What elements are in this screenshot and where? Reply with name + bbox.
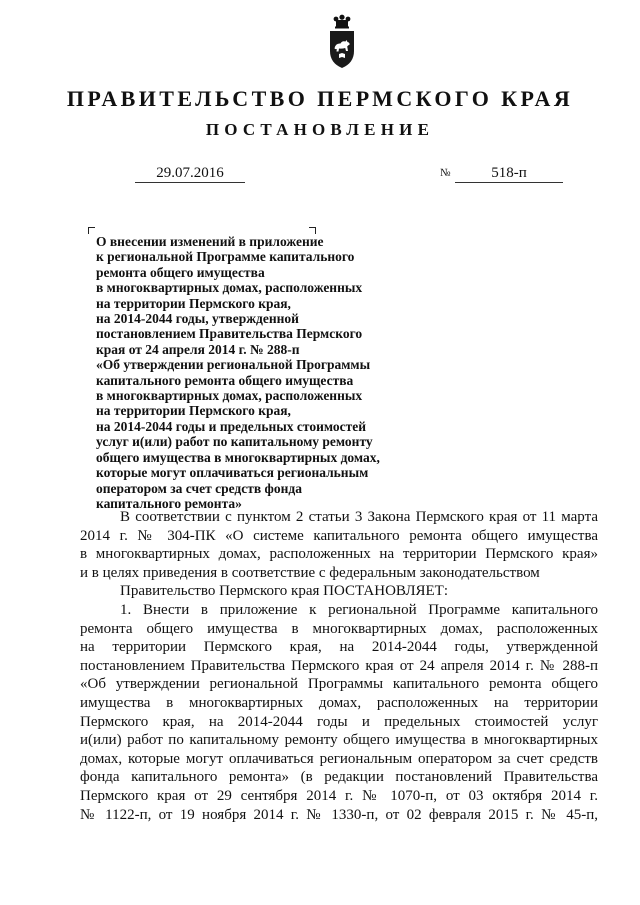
subject-line: края от 24 апреля 2014 г. № 288-п xyxy=(96,341,300,357)
number-sign: № xyxy=(440,167,451,179)
body-line: Правительство Пермского края ПОСТАНОВЛЯЕТ: xyxy=(120,583,449,600)
body-line: и(или) работ по капитальному ремонту общего имущества в многоквартирных xyxy=(80,732,598,749)
body-line: 1. Внести в приложение к региональной Программе капитального xyxy=(120,601,598,618)
subject-line: на территории Пермского края, xyxy=(96,403,291,419)
subject-line: услуг и(или) работ по капитальному ремонту xyxy=(96,434,373,450)
body-line: постановлением Правительства Пермского края от 24 апреля 2014 г. № 288-п xyxy=(80,657,598,674)
subject-line: в многоквартирных домах, расположенных xyxy=(96,280,363,296)
preamble-paragraph xyxy=(80,508,598,582)
document-date: 29.07.2016 xyxy=(135,164,245,183)
document-type: ПОСТАНОВЛЕНИЕ xyxy=(205,120,435,139)
resolution-paragraph xyxy=(80,582,598,601)
body-line: ремонта общего имущества в многоквартирных домах, расположенных xyxy=(80,620,598,637)
body-line: Пермского края, на 2014-2044 годы и предельных стоимостей услуг xyxy=(80,713,598,730)
coat-of-arms-icon xyxy=(327,14,357,70)
document-number: 518-п xyxy=(455,164,563,183)
subject-line: постановлением Правительства Пермского xyxy=(96,326,363,342)
document-subject xyxy=(96,234,426,511)
subject-line: в многоквартирных домах, расположенных xyxy=(96,388,363,404)
subject-line: ремонта общего имущества xyxy=(96,264,265,280)
body-line: на территории Пермского края, на 2014-2044 годы, утвержденной xyxy=(80,639,598,656)
subject-line: «Об утверждении региональной Программы xyxy=(96,357,371,373)
document-body xyxy=(80,508,598,824)
subject-line: О внесении изменений в приложение xyxy=(96,234,324,249)
subject-line: оператором за счет средств фонда xyxy=(96,480,302,496)
body-line: и в целях приведения в соответствие с федеральным законодательством xyxy=(80,564,540,581)
subject-line: капитального ремонта общего имущества xyxy=(96,372,354,388)
subject-line: общего имущества в многоквартирных домах, xyxy=(96,449,380,465)
body-line: В соответствии с пунктом 2 статьи 3 Закона Пермского края от 11 марта xyxy=(120,509,598,525)
body-line: Пермского края от 29 сентября 2014 г. № 1070-п, от 03 октября 2014 г. xyxy=(80,787,598,804)
body-line: № 1122-п, от 19 ноября 2014 г. № 1330-п, от 02 февраля 2015 г. № 45-п, xyxy=(80,806,598,823)
item-1-paragraph xyxy=(80,601,598,824)
body-line: в многоквартирных домах, расположенных на территории Пермского края» xyxy=(80,546,598,563)
subject-line: к региональной Программе капитального xyxy=(96,249,355,265)
body-line: имущества в многоквартирных домах, расположенных на территории xyxy=(80,694,598,711)
body-line: «Об утверждении региональной Программы капитального ремонта общего xyxy=(80,676,598,693)
subject-line: которые могут оплачиваться региональным xyxy=(96,465,369,481)
body-line: домах, которые могут оплачиваться региональным оператором за счет средств xyxy=(80,750,598,767)
subject-line: на 2014-2044 годы, утвержденной xyxy=(96,311,299,327)
body-line: фонда капитального ремонта» (в редакции постановлений Правительства xyxy=(80,769,598,786)
subject-line: на 2014-2044 годы и предельных стоимостей xyxy=(96,418,367,434)
body-line: 2014 г. № 304-ПК «О системе капитального ремонта общего имущества xyxy=(80,527,598,544)
subject-line: капитального ремонта» xyxy=(96,495,242,511)
subject-bracket-left xyxy=(88,227,95,234)
subject-bracket-right xyxy=(309,227,316,234)
subject-line: на территории Пермского края, xyxy=(96,295,291,311)
government-title: ПРАВИТЕЛЬСТВО ПЕРМСКОГО КРАЯ xyxy=(66,86,574,111)
